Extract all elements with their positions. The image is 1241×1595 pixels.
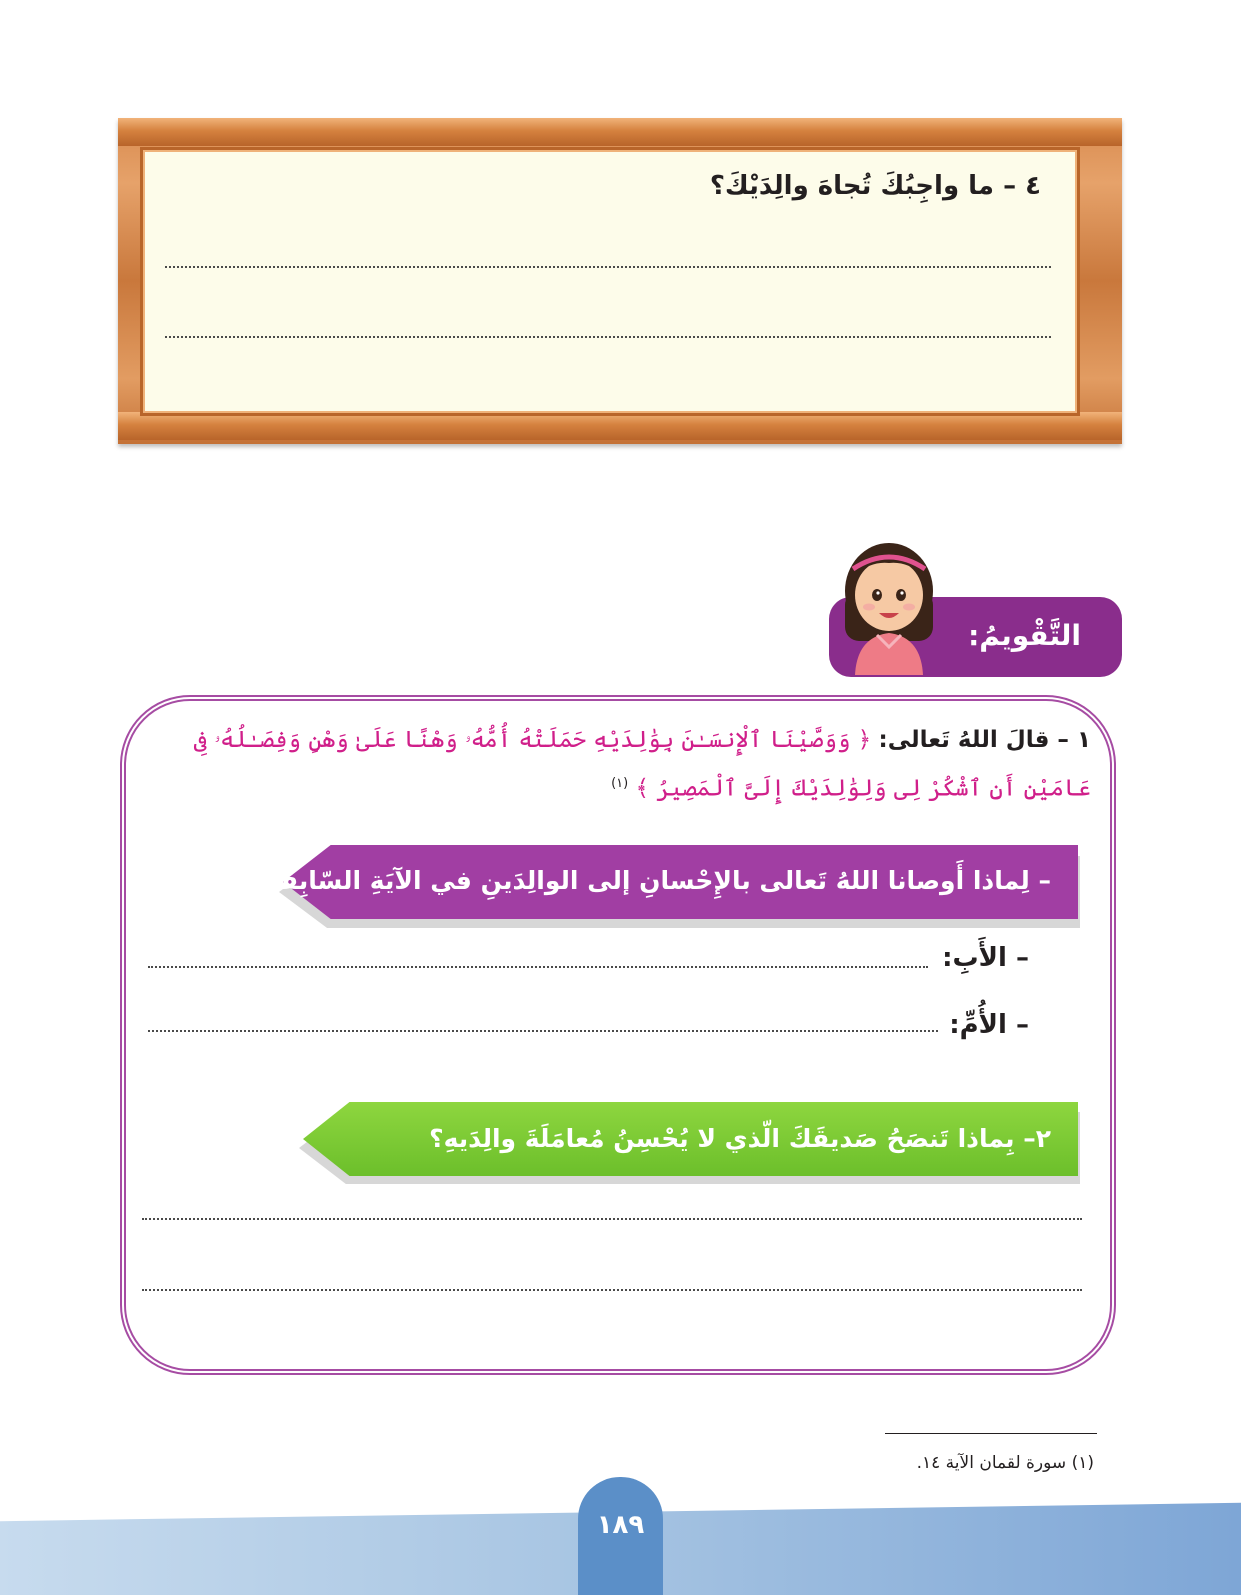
- question-1: [131, 718, 1091, 811]
- section-title: التَّقْويمُ:: [968, 619, 1081, 652]
- board-question: ٤ – ما واجِبُكَ تُجاهَ والِدَيْكَ؟: [709, 171, 1041, 201]
- question-2: ٢– بِماذا تَنصَحُ صَديقَكَ الّذي لا يُحْسِنُ مُعامَلَةَ والِدَيهِ؟: [429, 1124, 1051, 1153]
- answer-line-2[interactable]: [165, 336, 1051, 338]
- mother-answer-line[interactable]: [148, 1030, 938, 1032]
- father-label: – الأَبِ:: [942, 943, 1029, 973]
- footnote: (١) سورة لقمان الآية ١٤.: [916, 1453, 1094, 1473]
- footnote-ref: (١): [611, 776, 629, 791]
- quran-verse: ﴿ وَوَصَّيْنَا ٱلْإِنسَـٰنَ بِوَٰلِدَيْهِ حَمَلَتْهُ أُمُّهُۥ وَهْنًا عَلَىٰ وَهْنٍ وَفِصَـٰلُهُۥ فِى عَامَيْنِ أَنِ ٱشْكُرْ لِى وَلِوَٰلِدَيْكَ إِلَىَّ ٱلْمَصِيرُ ﴾: [193, 727, 1091, 802]
- mother-label: – الأُمِّ:: [949, 1010, 1029, 1040]
- father-answer-line[interactable]: [148, 966, 928, 968]
- question-1-sub-question: – لِماذا أَوصانا اللهُ تَعالى بالإِحْسانِ إلى الوالِدَينِ في الآيَةِ السّابِقَةِ؟: [251, 866, 1051, 895]
- answer-line-1[interactable]: [165, 266, 1051, 268]
- board-bottom-rail: [118, 412, 1122, 440]
- page-number: ١٨٩: [596, 1510, 645, 1540]
- girl-illustration: [835, 535, 943, 675]
- question-2-answer-line-1[interactable]: [142, 1218, 1082, 1220]
- question-2-answer-line-2[interactable]: [142, 1289, 1082, 1291]
- board-top-rail: [118, 118, 1122, 146]
- question-1-label: ١ – قالَ اللهُ تَعالى:: [878, 727, 1091, 753]
- footnote-rule: [885, 1433, 1097, 1434]
